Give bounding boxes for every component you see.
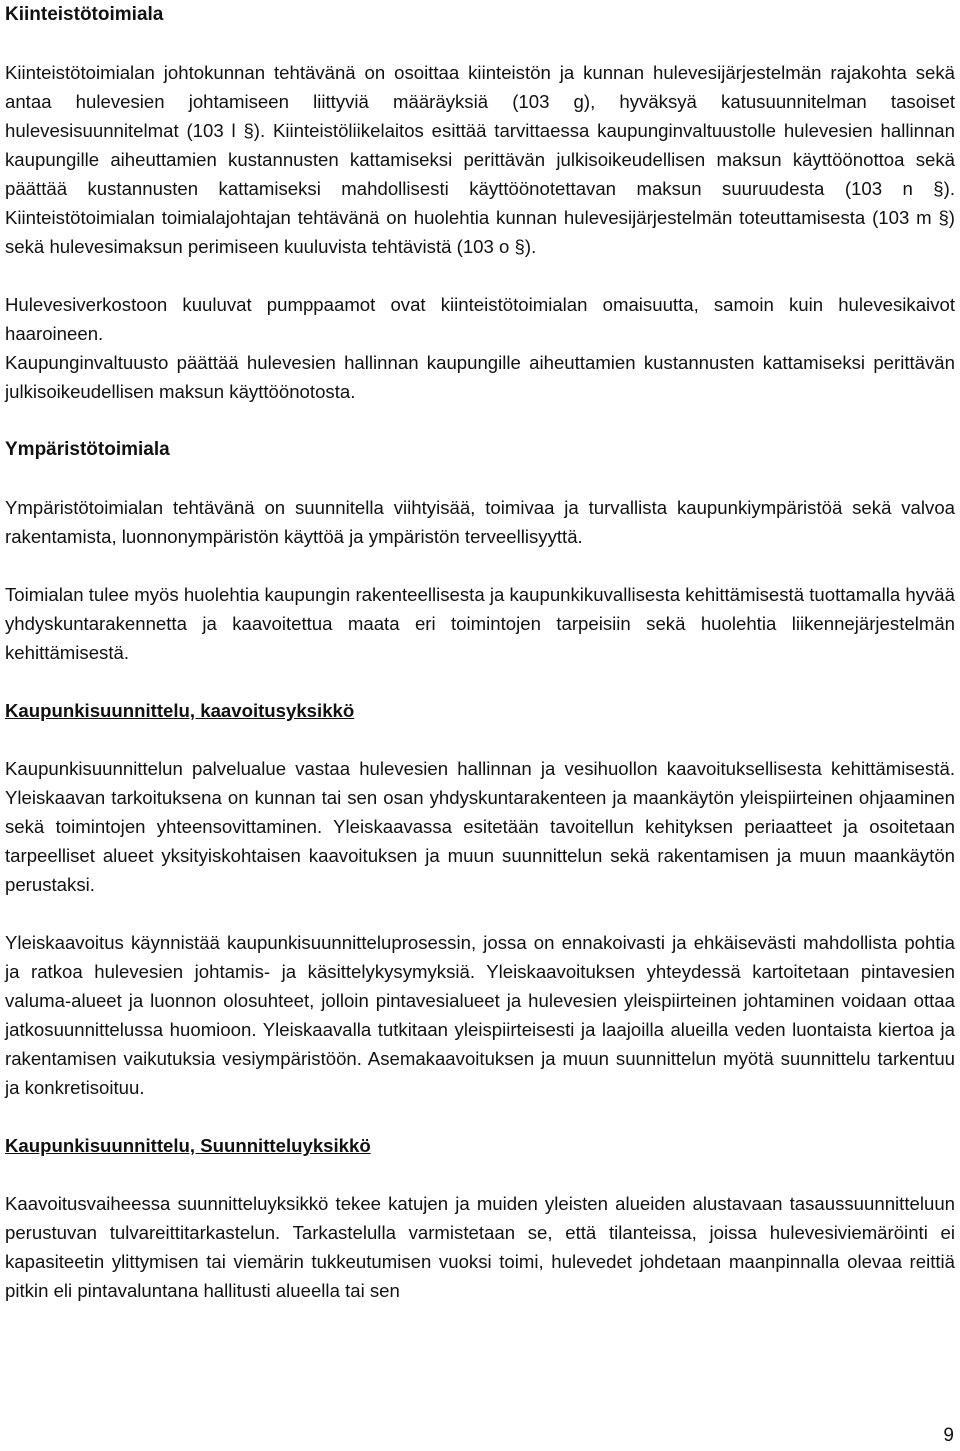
page-number: 9 bbox=[943, 1425, 954, 1446]
paragraph: Kaavoitusvaiheessa suunnitteluyksikkö tekee katujen ja muiden yleisten alueiden alustavaan tasaussuunnitteluun perustuvan tulvareittitarkastelun. Tarkastelulla varmistetaan se, että tilanteissa, joissa hulevesiviemäröinti ei kapasiteetin ylittymisen tai viemärin tukkeutumisen vuoksi toimi, hulevedet johdetaan maanpinnalla olevaa reittiä pitkin eli pintavaluntana hallitusti alueella tai sen bbox=[5, 1193, 955, 1301]
paragraph: Kaupunkisuunnittelun palvelualue vastaa hulevesien hallinnan ja vesihuollon kaavoituksellisesta kehittämisestä. Yleiskaavan tarkoituksena on kunnan tai sen osan yhdyskuntarakenteen ja maankäytön yleispiirteinen ohjaaminen sekä toimintojen yhteensovittaminen. Yleiskaavassa esitetään tavoitellun kehityksen periaatteet ja osoitetaan tarpeelliset alueet yksityiskohtaisen kaavoituksen ja muun suunnittelun sekä rakentamisen ja muun maankäytön perustaksi. bbox=[5, 758, 955, 895]
document-page bbox=[5, 0, 955, 1305]
paragraph: Hulevesiverkostoon kuuluvat pumppaamot ovat kiinteistötoimialan omaisuutta, samoin kuin hulevesikaivot haaroineen. bbox=[5, 294, 955, 344]
subsection-heading-suunnitteluyksikko: Kaupunkisuunnittelu, Suunnitteluyksikkö bbox=[5, 1135, 371, 1156]
paragraph: Ympäristötoimialan tehtävänä on suunnitella viihtyisää, toimivaa ja turvallista kaupunkiympäristöä sekä valvoa rakentamista, luonnonympäristön käyttöä ja ympäristön terveellisyyttä. bbox=[5, 497, 955, 547]
paragraph: Yleiskaavoitus käynnistää kaupunkisuunnitteluprosessin, jossa on ennakoivasti ja ehkäisevästi mahdollista pohtia ja ratkoa hulevesien johtamis- ja käsittelykysymyksiä. Yleiskaavoituksen yhteydessä kartoitetaan pintavesien valuma-alueet ja luonnon olosuhteet, jolloin pintavesialueet ja hulevesien yleispiirteinen johtaminen voidaan ottaa jatkosuunnittelussa huomioon. Yleiskaavalla tutkitaan yleispiirteisesti ja laajoilla alueilla veden luontaista kiertoa ja rakentamisen vaikutuksia vesiympäristöön. Asemakaavoituksen ja muun suunnittelun myötä suunnittelu tarkentuu ja konkretisoituu. bbox=[5, 932, 955, 1098]
paragraph: Toimialan tulee myös huolehtia kaupungin rakenteellisesta ja kaupunkikuvallisesta kehittämisestä tuottamalla hyvää yhdyskuntarakennetta ja kaavoitettua maata eri toimintojen tarpeisiin sekä huolehtia liikennejärjestelmän kehittämisestä. bbox=[5, 584, 955, 663]
section-heading-kiinteistotoimiala: Kiinteistötoimiala bbox=[5, 4, 164, 25]
section-heading-ymparistotoimiala: Ympäristötoimiala bbox=[5, 439, 170, 460]
paragraph: Kiinteistötoimialan johtokunnan tehtävänä on osoittaa kiinteistön ja kunnan hulevesijärjestelmän rajakohta sekä antaa hulevesien johtamiseen liittyviä määräyksiä (103 g), hyväksyä katusuunnitelman tasoiset hulevesisuunnitelmat (103 l §). Kiinteistöliikelaitos esittää tarvittaessa kaupunginvaltuustolle hulevesien hallinnan kaupungille aiheuttamien kustannusten kattamiseksi perittävän julkisoikeudellisen maksun käyttöönottoa sekä päättää kustannusten kattamiseksi mahdollisesti käyttöönotettavan maksun suuruudesta (103 n §). Kiinteistötoimialan toimialajohtajan tehtävänä on huolehtia kunnan hulevesijärjestelmän toteuttamisesta (103 m §) sekä hulevesimaksun perimiseen kuuluvista tehtävistä (103 o §). bbox=[5, 62, 955, 257]
paragraph: Kaupunginvaltuusto päättää hulevesien hallinnan kaupungille aiheuttamien kustannusten kattamiseksi perittävän julkisoikeudellisen maksun käyttöönotosta. bbox=[5, 352, 955, 402]
subsection-heading-kaavoitusyksikko: Kaupunkisuunnittelu, kaavoitusyksikkö bbox=[5, 700, 355, 721]
